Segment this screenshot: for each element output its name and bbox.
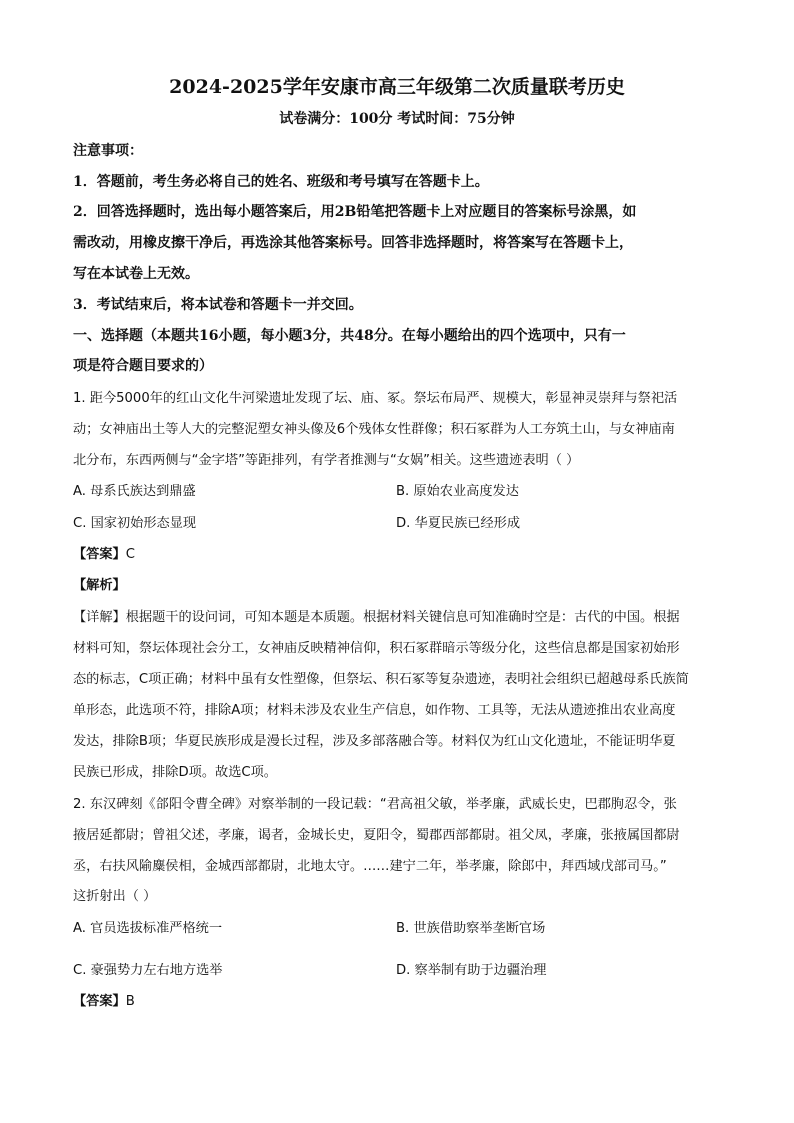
- detail-line: 材料可知，祭坛体现社会分工，女神庙反映精神信仰，积石冢群暗示等级分化，这些信息都是国家初始形: [73, 641, 680, 656]
- notice-line: 写在本试卷上无效。: [73, 266, 199, 282]
- notice-line: 需改动，用橡皮擦干净后，再选涂其他答案标号。回答非选择题时，将答案写在答题卡上，: [73, 235, 633, 251]
- question-stem: 这折射出（ ）: [73, 889, 157, 904]
- answer-label: 【答案】: [73, 547, 126, 562]
- detail-line: 发达，排除B项；华夏民族形成是漫长过程，涉及多部落融合等。材料仅为红山文化遗址，不能证明华夏: [73, 734, 676, 749]
- page-title: 2024-2025学年安康市高三年级第二次质量联考历史: [169, 76, 625, 98]
- question-stem: 动；女神庙出土等人大的完整泥塑女神头像及6个残体女性群像；积石冢群为人工夯筑土山，与女神庙南: [73, 422, 675, 437]
- notice-line: 2．回答选择题时，选出每小题答案后，用2B铅笔把答题卡上对应题目的答案标号涂黑，如: [73, 204, 637, 220]
- option-d: D. 华夏民族已经形成: [396, 516, 521, 531]
- option-a: A. 母系氏族达到鼎盛: [73, 484, 196, 499]
- detail-line: 民族已形成，排除D项。故选C项。: [73, 765, 277, 780]
- analysis-label: 【解析】: [73, 578, 126, 593]
- option-c: C. 国家初始形态显现: [73, 516, 197, 531]
- option-a: A. 官员选拔标准严格统一: [73, 921, 223, 936]
- detail-line: 【详解】根据题干的设问词，可知本题是本质题。根据材料关键信息可知准确时空是：古代的中国。根据: [73, 610, 680, 625]
- option-b: B. 原始农业高度发达: [396, 484, 519, 499]
- answer-label: 【答案】: [73, 994, 126, 1009]
- question-stem: 2. 东汉碑刻《郃阳令曹全碑》对察举制的一段记载：“君高祖父敏，举孝廉，武威长史，巴郡朐忍令，张: [73, 797, 677, 812]
- section-heading: 项是符合题目要求的）: [73, 358, 213, 374]
- section-heading: 一、选择题（本题共16小题，每小题3分，共48分。在每小题给出的四个选项中，只有一: [73, 328, 626, 344]
- notice-line: 1．答题前，考生务必将自己的姓名、班级和考号填写在答题卡上。: [73, 174, 489, 190]
- option-b: B. 世族借助察举垄断官场: [396, 921, 546, 936]
- answer-value: B: [125, 994, 135, 1009]
- question-stem: 掖居延都尉；曾祖父述，孝廉，谒者，金城长史，夏阳令，蜀郡西部都尉。祖父凤，孝廉，张掖属国都尉: [73, 828, 680, 843]
- exam-info: 试卷满分：100分 考试时间：75分钟: [279, 111, 515, 127]
- question-stem: 丞，右扶风隃麋侯相，金城西部都尉，北地太守。……建宁二年，举孝廉，除郎中，拜西域戊部司马。”: [73, 859, 667, 874]
- answer-value: C: [125, 547, 135, 562]
- notice-heading: 注意事项：: [73, 143, 143, 159]
- answer-line: [73, 545, 135, 565]
- detail-line: 态的标志，C项正确；材料中虽有女性塑像，但祭坛、积石冢等复杂遗迹，表明社会组织已超越母系氏族简: [73, 672, 689, 687]
- answer-line: [73, 992, 135, 1012]
- detail-line: 单形态，此选项不符，排除A项；材料未涉及农业生产信息，如作物、工具等，无法从遗迹推出农业高度: [73, 703, 676, 718]
- option-d: D. 察举制有助于边疆治理: [396, 963, 547, 978]
- question-stem: 1. 距今5000年的红山文化牛河梁遗址发现了坛、庙、冢。祭坛布局严、规模大，彰显神灵崇拜与祭祀活: [73, 391, 678, 406]
- notice-line: 3．考试结束后，将本试卷和答题卡一并交回。: [73, 297, 363, 313]
- option-c: C. 豪强势力左右地方选举: [73, 963, 223, 978]
- question-stem: 北分布，东西两侧与“金字塔”等距排列，有学者推测与“女娲”相关。这些遗迹表明（ ）: [73, 453, 580, 468]
